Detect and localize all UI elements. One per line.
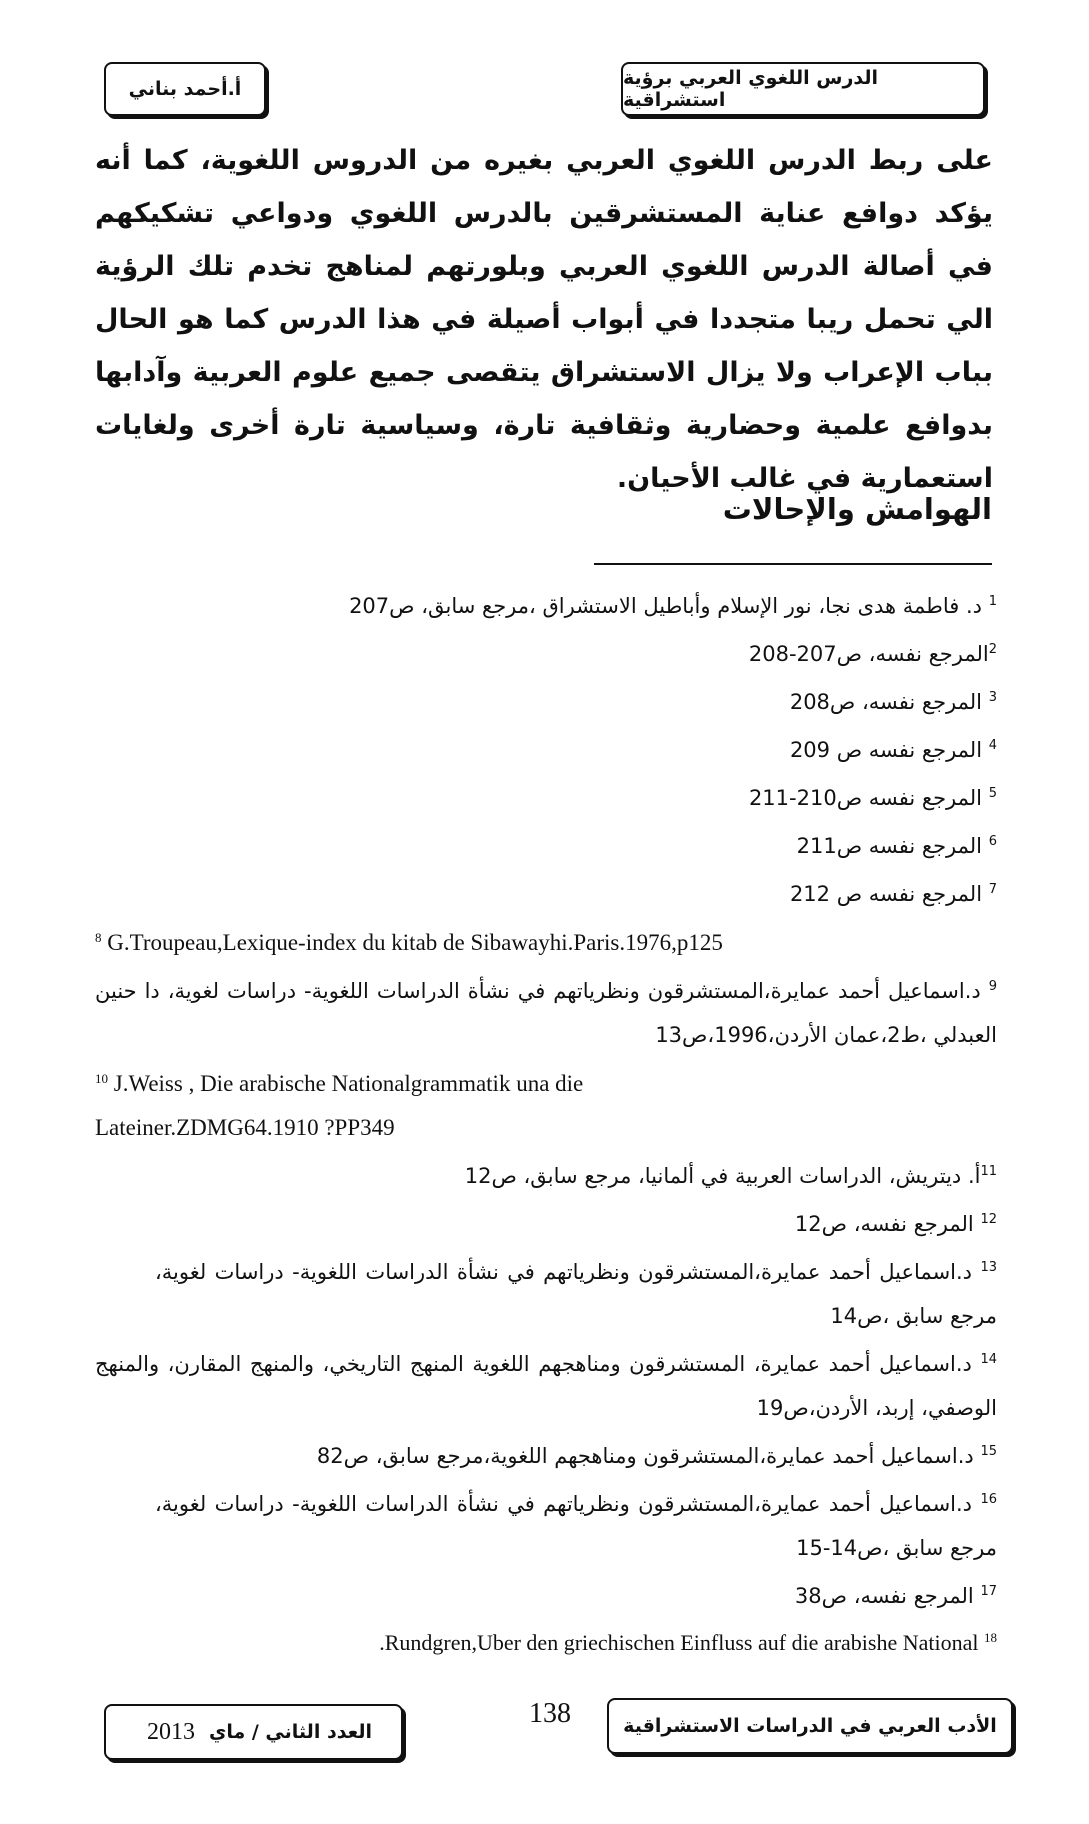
footnote-10 bbox=[95, 1057, 735, 1150]
footnote-number: 1 bbox=[988, 594, 997, 609]
header-author-text: أ.أحمد بناني bbox=[128, 78, 242, 100]
footnote-text: المرجع نفسه، ص208 bbox=[789, 690, 983, 714]
footnote-12 bbox=[95, 1198, 997, 1246]
footnote-text: المرجع نفسه ص210-211 bbox=[748, 786, 983, 810]
footnote-text: د.اسماعيل أحمد عمايرة،المستشرقون ومناهجهم اللغوية،مرجع سابق، ص82 bbox=[316, 1444, 974, 1468]
footnote-2 bbox=[95, 628, 997, 676]
footnote-number: 8 bbox=[95, 930, 102, 945]
footnote-text: د.اسماعيل أحمد عمايرة،المستشرقون ونظرياتهم في نشأة الدراسات اللغوية- دراسات لغوية، مرجع سابق ،ص14-15 bbox=[155, 1492, 997, 1560]
footnote-number: 3 bbox=[988, 690, 997, 705]
footnote-text: المرجع نفسه، ص38 bbox=[794, 1584, 974, 1608]
footnote-number: 16 bbox=[980, 1492, 997, 1507]
footnote-text: J.Weiss , Die arabische Nationalgrammatik una die Lateiner.ZDMG64.1910 ?PP349 bbox=[95, 1071, 584, 1140]
footnote-1 bbox=[95, 580, 997, 628]
footnote-text: د.اسماعيل أحمد عمايرة،المستشرقون ونظرياتهم في نشأة الدراسات اللغوية- دراسات لغوية، مرجع سابق ،ص14 bbox=[155, 1260, 997, 1328]
footnote-number: 6 bbox=[988, 834, 997, 849]
footnote-18 bbox=[95, 1618, 997, 1663]
footnote-14 bbox=[95, 1338, 997, 1430]
footnote-text: المرجع نفسه، ص207-208 bbox=[748, 642, 989, 666]
footnote-9 bbox=[95, 965, 997, 1057]
footnote-separator bbox=[594, 563, 992, 565]
footnote-17 bbox=[95, 1570, 997, 1618]
footnote-number: 17 bbox=[980, 1584, 997, 1599]
footnote-number: 14 bbox=[980, 1352, 997, 1367]
footnote-text: المرجع نفسه، ص12 bbox=[794, 1212, 974, 1236]
footer-journal-title-text: الأدب العربي في الدراسات الاستشراقية bbox=[623, 1715, 997, 1737]
page-number: 138 bbox=[529, 1698, 571, 1729]
footnote-number: 9 bbox=[988, 979, 997, 994]
header-author bbox=[104, 62, 266, 116]
header-journal-section bbox=[621, 62, 985, 116]
footnote-11 bbox=[95, 1150, 997, 1198]
footnote-number: 10 bbox=[95, 1071, 108, 1086]
body-paragraph: على ربط الدرس اللغوي العربي بغيره من الدروس اللغوية، كما أنه يؤكد دوافع عناية المستشرقين بالدرس اللغوي ودواعي تشكيكهم في أصالة الدرس اللغوي العربي وبلورتهم لمناهج تخدم تلك الرؤية الي تحمل ريبا متجددا في أبواب أصيلة في هذا الدرس كما هو الحال بباب الإعراب ولا يزال الاستشراق يتقصى جميع علوم العربية وآدابها بدوافع علمية وحضارية وثقافية تارة، وسياسية تارة أخرى ولغايات استعمارية في غالب الأحيان. bbox=[95, 145, 993, 494]
footnote-text: أ. ديتريش، الدراسات العربية في ألمانيا، مرجع سابق، ص12 bbox=[464, 1164, 981, 1188]
footnote-number: 13 bbox=[980, 1260, 997, 1275]
footnote-number: 7 bbox=[988, 882, 997, 897]
footnote-number: 4 bbox=[988, 738, 997, 753]
footnote-7 bbox=[95, 868, 997, 916]
footnote-text: المرجع نفسه ص 212 bbox=[789, 882, 983, 906]
footnote-5 bbox=[95, 772, 997, 820]
footnote-text: المرجع نفسه ص211 bbox=[796, 834, 983, 858]
section-heading: الهوامش والإحالات bbox=[722, 492, 992, 526]
footnote-13 bbox=[95, 1246, 997, 1338]
footnote-text: G.Troupeau,Lexique-index du kitab de Sibawayhi.Paris.1976,p125 bbox=[107, 930, 723, 955]
footer-issue-label: العدد الثاني / ماي bbox=[208, 1721, 373, 1743]
footnote-text: المرجع نفسه ص 209 bbox=[789, 738, 983, 762]
footer-issue-year: 2013 bbox=[146, 1718, 195, 1745]
footnote-number: 11 bbox=[980, 1164, 997, 1179]
footnote-number: 5 bbox=[988, 786, 997, 801]
footnote-text: د. فاطمة هدى نجا، نور الإسلام وأباطيل الاستشراق ،مرجع سابق، ص207 bbox=[349, 594, 983, 618]
header-journal-section-text: الدرس اللغوي العربي برؤية استشراقية bbox=[623, 67, 879, 111]
footnote-6 bbox=[95, 820, 997, 868]
footnote-number: 2 bbox=[988, 642, 997, 657]
footnote-text: د.اسماعيل أحمد عمايرة،المستشرقون ونظرياتهم في نشأة الدراسات اللغوية- دراسات لغوية، دا حنين العبدلي ،ط2،عمان الأردن،1996،ص13 bbox=[95, 979, 997, 1047]
footnote-text: .Rundgren,Uber den griechischen Einfluss auf die arabishe National bbox=[379, 1630, 979, 1655]
footnote-number: 12 bbox=[980, 1212, 997, 1227]
footnote-text: د.اسماعيل أحمد عمايرة، المستشرقون ومناهجهم اللغوية المنهج التاريخي، والمنهج المقارن، والمنهج الوصفي، إربد، الأردن،ص19 bbox=[95, 1352, 997, 1420]
footer-journal-title bbox=[607, 1698, 1013, 1754]
footnote-8 bbox=[95, 916, 997, 965]
footnotes-list bbox=[95, 580, 997, 1663]
footnote-4 bbox=[95, 724, 997, 772]
footnote-3 bbox=[95, 676, 997, 724]
footnote-number: 18 bbox=[984, 1630, 997, 1645]
footnote-15 bbox=[95, 1430, 997, 1478]
footnote-number: 15 bbox=[980, 1444, 997, 1459]
footer-issue bbox=[104, 1704, 403, 1760]
footnote-16 bbox=[95, 1478, 997, 1570]
